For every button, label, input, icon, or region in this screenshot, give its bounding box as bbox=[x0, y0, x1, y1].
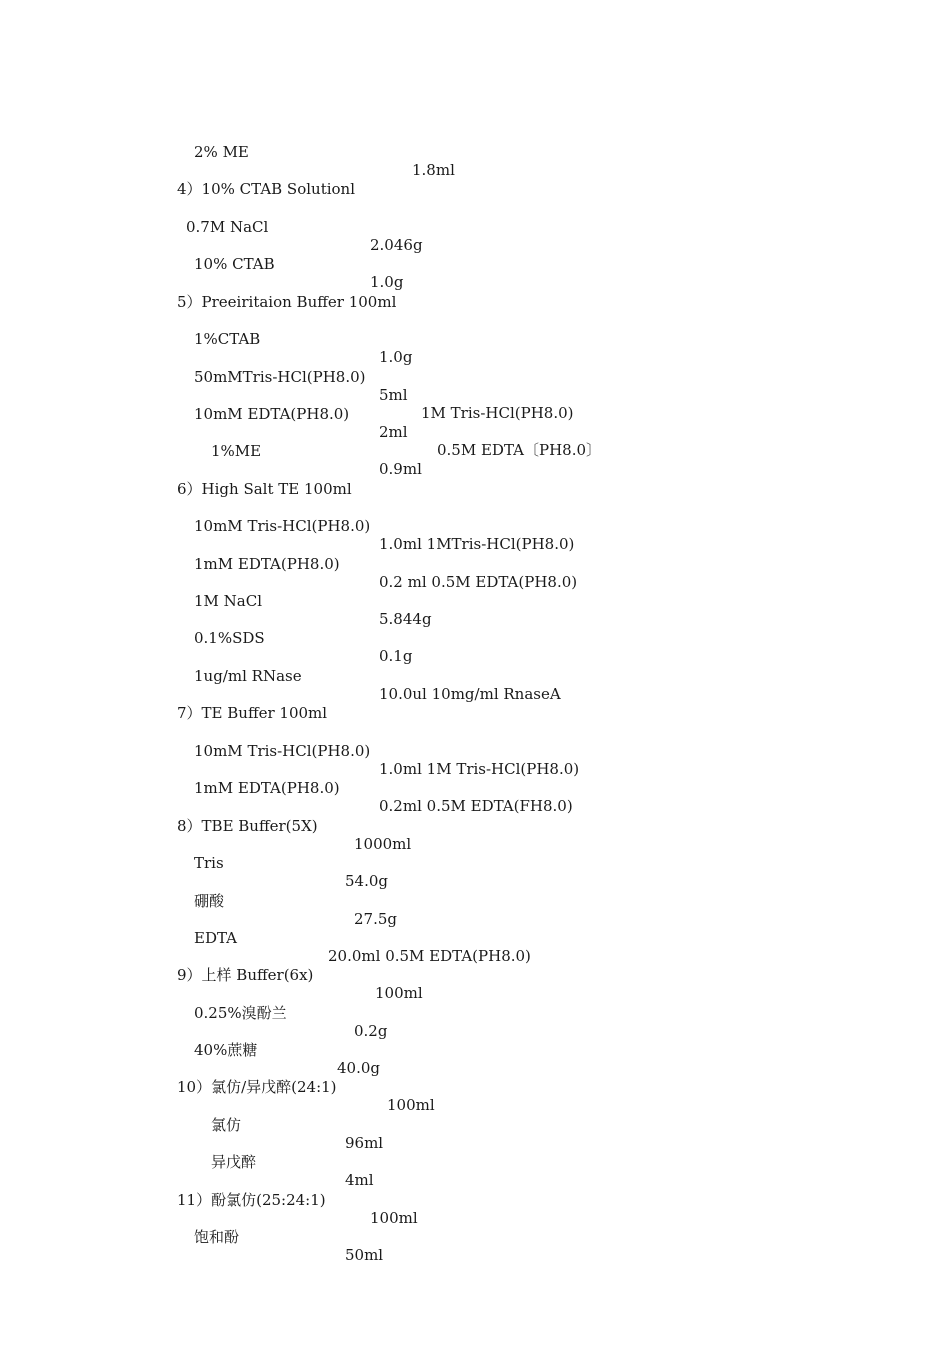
reagent-name: EDTA bbox=[194, 929, 237, 947]
reagent-amount: 96ml bbox=[345, 1134, 384, 1152]
reagent-amount: 5.844g bbox=[379, 610, 432, 628]
reagent-name: 1%ME bbox=[211, 442, 262, 460]
reagent-name: 饱和酚 bbox=[194, 1228, 240, 1246]
reagent-name: 0.25%溴酚兰 bbox=[194, 1004, 287, 1022]
section-volume: 100ml bbox=[387, 1096, 435, 1114]
reagent-amount: 50ml bbox=[345, 1246, 384, 1264]
reagent-amount: 5ml bbox=[379, 386, 408, 404]
reagent-amount: 0.1g bbox=[379, 647, 413, 665]
reagent-amount: 20.0ml 0.5M EDTA(PH8.0) bbox=[328, 947, 531, 965]
reagent-name: 异戊醉 bbox=[211, 1153, 257, 1171]
reagent-name: 1M NaCl bbox=[194, 592, 263, 610]
section-title: 6）High Salt TE 100ml bbox=[177, 480, 352, 498]
reagent-name: 硼酸 bbox=[194, 892, 225, 910]
reagent-amount: 1.0ml 1MTris-HCl(PH8.0) bbox=[379, 535, 575, 553]
reagent-amount: 1.0g bbox=[379, 348, 413, 366]
reagent-name: 0.7M NaCl bbox=[186, 218, 269, 236]
reagent-name: 氯仿 bbox=[211, 1116, 242, 1134]
reagent-name: Tris bbox=[194, 854, 224, 872]
reagent-amount: 2.046g bbox=[370, 236, 423, 254]
section-title: 5）Preeiritaion Buffer 100ml bbox=[177, 293, 397, 311]
stock-solution: 0.5M EDTA〔PH8.0〕 bbox=[437, 441, 602, 459]
reagent-name: 2% ME bbox=[194, 143, 249, 161]
reagent-amount: 27.5g bbox=[354, 910, 398, 928]
section-title: 4）10% CTAB Solutionl bbox=[177, 180, 356, 198]
section-volume: 1000ml bbox=[354, 835, 412, 853]
section-volume: 100ml bbox=[375, 984, 423, 1002]
reagent-name: 1mM EDTA(PH8.0) bbox=[194, 779, 340, 797]
stock-solution: 1M Tris-HCl(PH8.0) bbox=[421, 404, 574, 422]
reagent-name: 50mMTris-HCl(PH8.0) bbox=[194, 368, 366, 386]
reagent-amount: 10.0ul 10mg/ml RnaseA bbox=[379, 685, 561, 703]
reagent-amount: 0.9ml bbox=[379, 460, 422, 478]
section-title: 9）上样 Buffer(6x) bbox=[177, 966, 314, 984]
reagent-name: 0.1%SDS bbox=[194, 629, 265, 647]
section-title: 8）TBE Buffer(5X) bbox=[177, 817, 318, 835]
reagent-amount: 1.8ml bbox=[412, 161, 455, 179]
reagent-amount: 0.2ml 0.5M EDTA(FH8.0) bbox=[379, 797, 573, 815]
reagent-amount: 0.2g bbox=[354, 1022, 388, 1040]
section-title: 7）TE Buffer 100ml bbox=[177, 704, 328, 722]
reagent-amount: 0.2 ml 0.5M EDTA(PH8.0) bbox=[379, 573, 578, 591]
reagent-name: 1ug/ml RNase bbox=[194, 667, 302, 685]
section-volume: 100ml bbox=[370, 1209, 418, 1227]
reagent-amount: 40.0g bbox=[337, 1059, 381, 1077]
reagent-amount: 4ml bbox=[345, 1171, 374, 1189]
section-title: 10）氯仿/异戊醉(24:1) bbox=[177, 1078, 337, 1096]
reagent-name: 10mM Tris-HCl(PH8.0) bbox=[194, 742, 371, 760]
reagent-amount: 54.0g bbox=[345, 872, 389, 890]
reagent-name: 10mM EDTA(PH8.0) bbox=[194, 405, 350, 423]
reagent-name: 10mM Tris-HCl(PH8.0) bbox=[194, 517, 371, 535]
reagent-amount: 1.0g bbox=[370, 273, 404, 291]
reagent-line bbox=[0, 1210, 384, 1282]
reagent-name: 10% CTAB bbox=[194, 255, 275, 273]
reagent-name: 1%CTAB bbox=[194, 330, 261, 348]
section-title: 11）酚氯仿(25:24:1) bbox=[177, 1191, 326, 1209]
reagent-amount: 2ml bbox=[379, 423, 408, 441]
reagent-name: 40%蔗糖 bbox=[194, 1041, 258, 1059]
reagent-name: 1mM EDTA(PH8.0) bbox=[194, 555, 340, 573]
reagent-amount: 1.0ml 1M Tris-HCl(PH8.0) bbox=[379, 760, 580, 778]
